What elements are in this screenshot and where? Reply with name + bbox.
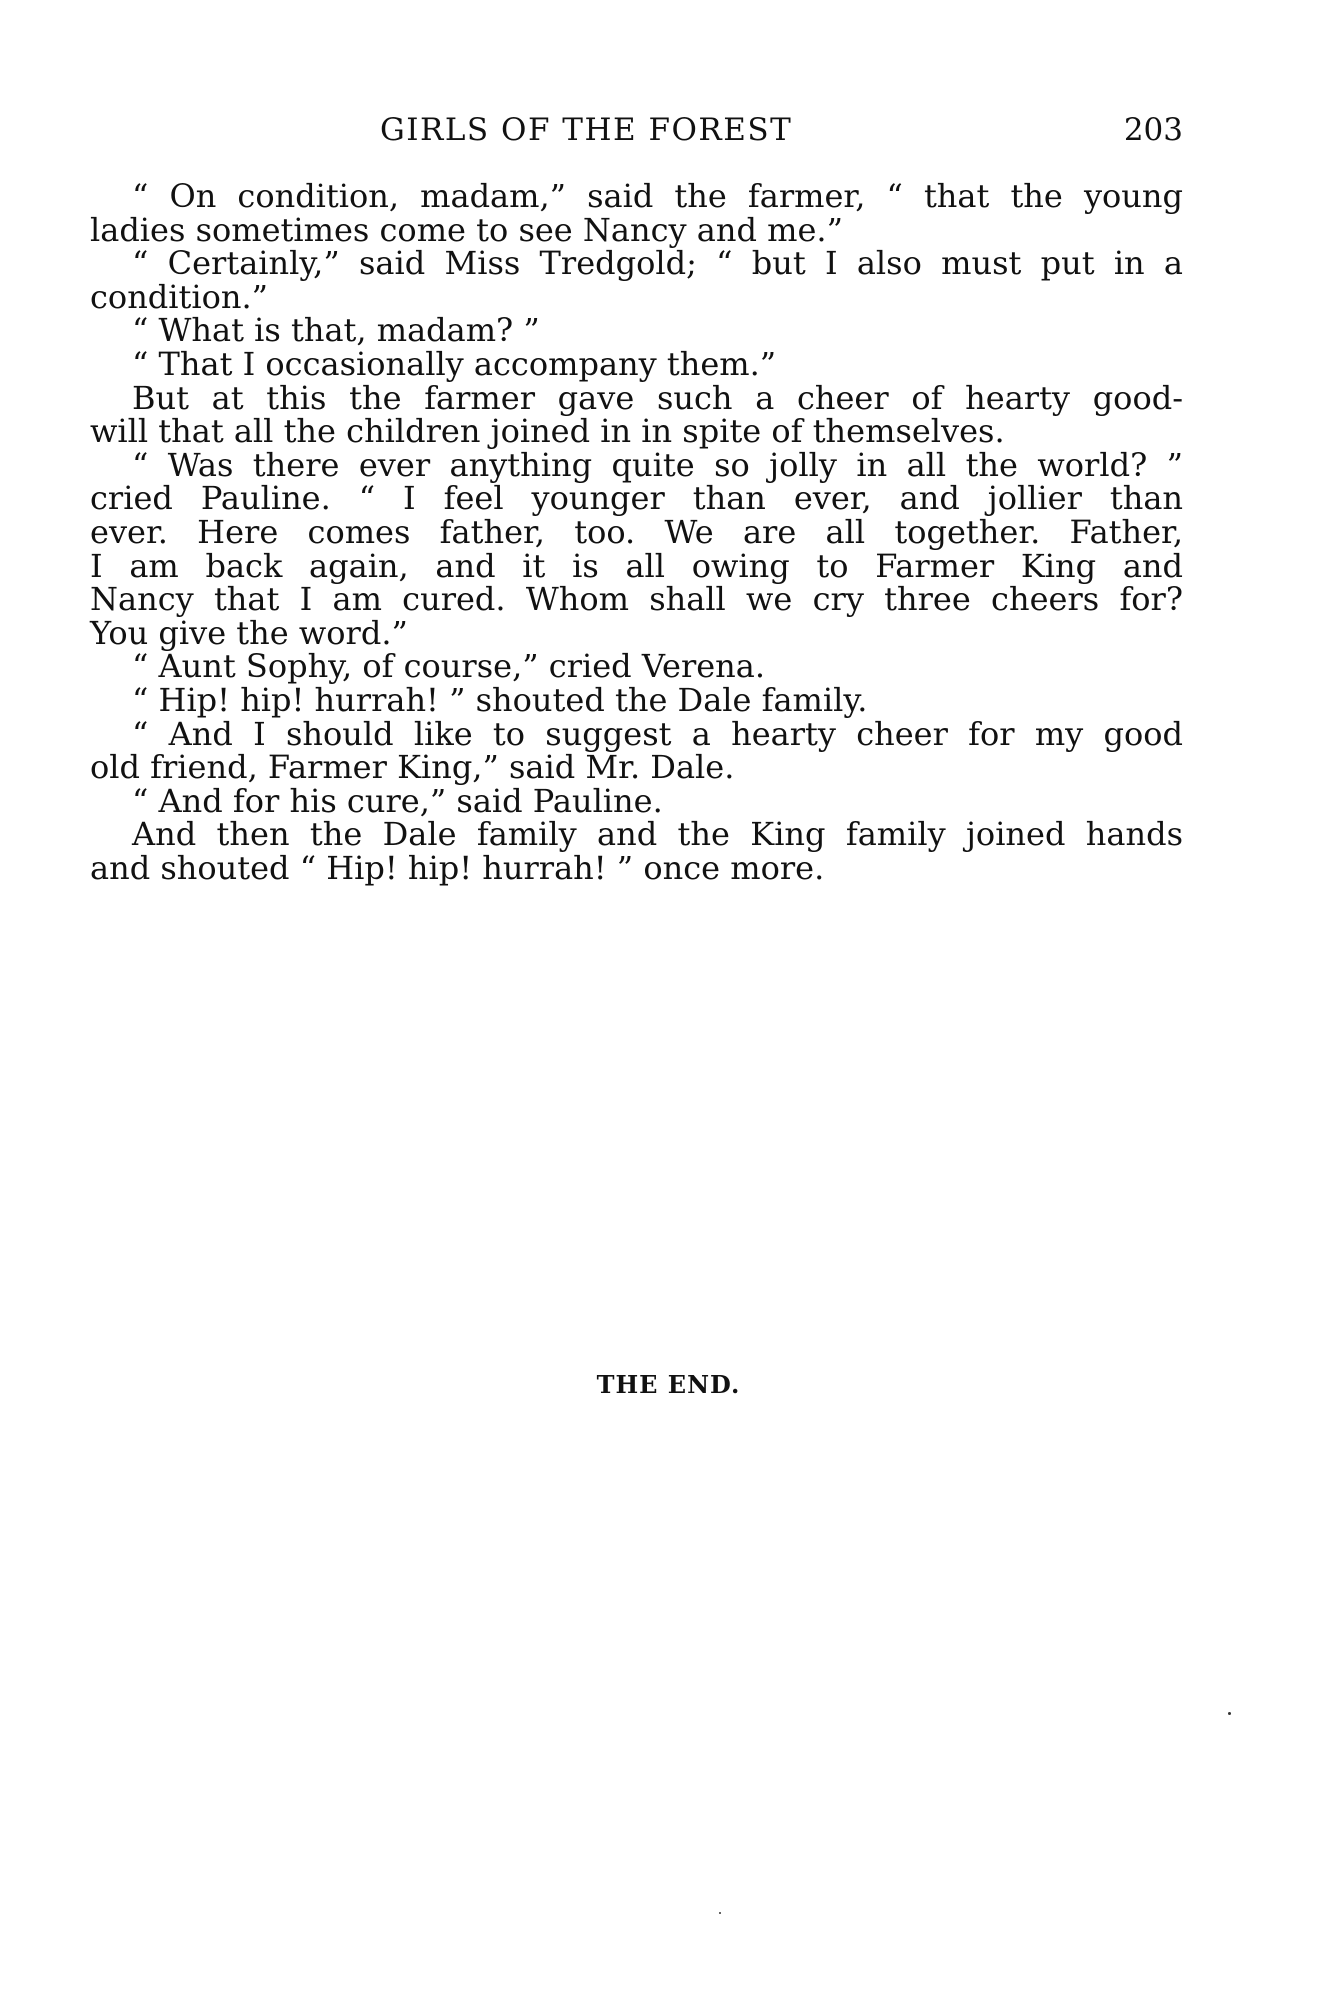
text-line: “ And for his cure,” said Pauline. [132, 781, 663, 820]
running-head [90, 112, 1183, 152]
the-end-heading: THE END. [596, 1370, 741, 1399]
text-line: cried Pauline. “ I feel younger than ever, and jollier than [90, 479, 1183, 518]
text-line: “ Aunt Sophy, of course,” cried Verena. [132, 647, 766, 686]
text-line: old friend, Farmer King,” said Mr. Dale. [90, 748, 735, 787]
text-line: “ What is that, madam? ” [132, 311, 540, 350]
text-line: ever. Here comes father, too. We are all together. Father, [90, 512, 1183, 551]
text-line: And then the Dale family and the King family joined hands [132, 815, 1183, 854]
text-line: “ And I should like to suggest a hearty cheer for my good [132, 714, 1183, 753]
text-line: “ Hip! hip! hurrah! ” shouted the Dale family. [132, 680, 868, 719]
text-line: But at this the farmer gave such a cheer of hearty good- [132, 378, 1183, 417]
text-line: ladies sometimes come to see Nancy and me.” [90, 210, 843, 249]
text-line: Nancy that I am cured. Whom shall we cry three cheers for? [90, 580, 1183, 619]
text-line: You give the word.” [90, 613, 408, 652]
text-line: “ Certainly,” said Miss Tredgold; “ but I also must put in a [132, 244, 1183, 283]
text-line: “ On condition, madam,” said the farmer, “ that the young [132, 177, 1183, 215]
text-line: will that all the children joined in in spite of themselves. [90, 412, 1005, 451]
scan-speck [719, 1912, 721, 1914]
running-title: GIRLS OF THE FOREST [380, 112, 793, 148]
page-number: 203 [1123, 112, 1183, 148]
text-line: I am back again, and it is all owing to Farmer King and [90, 546, 1183, 585]
scan-speck [1228, 1712, 1231, 1715]
text-line: condition.” [90, 277, 269, 316]
body-text [90, 177, 1183, 887]
text-line: and shouted “ Hip! hip! hurrah! ” once more. [90, 848, 825, 887]
text-line: “ That I occasionally accompany them.” [132, 344, 777, 383]
text-line: “ Was there ever anything quite so jolly in all the world? ” [132, 445, 1183, 484]
